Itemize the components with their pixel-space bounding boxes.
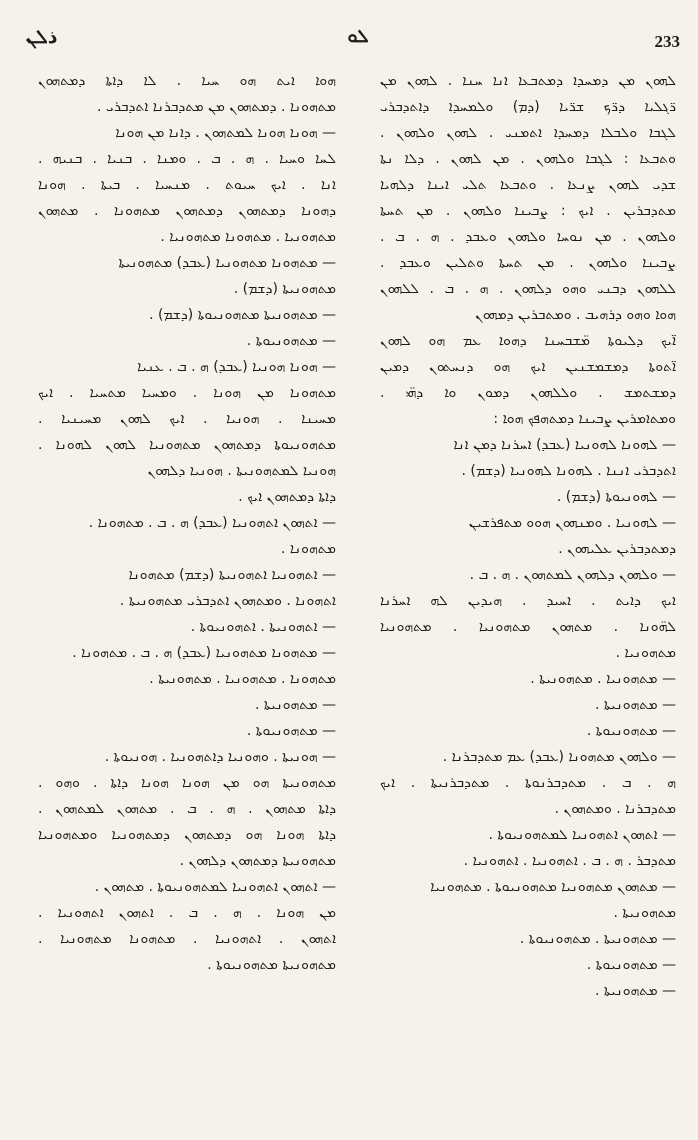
- text-line: — ܡܬܗܘܢܝܘܬܐ .: [246, 333, 336, 349]
- text-line: ܡܬܗܘܢܝܬܐ (ܕܫܡ) .: [233, 281, 336, 297]
- text-line: — ܘܠܗܘܢ ܕܠܗܘܢ ܠܡܬܗܘܢ . ܗ . ܒ .: [469, 567, 676, 583]
- text-line: ܡܬܕܒܪܢܐ . ܘܡܬܗܘܢ .: [554, 801, 676, 817]
- text-line: — ܗܘܢܐ ܗܘܢܝܐ (ܥܒܕ) ܗ . ܒ . ܥܢܝܐ: [137, 359, 336, 375]
- text-line: ܕܡܬܕܒܪܝܢ ܥܠܝܗܘܢ .: [558, 541, 676, 557]
- text-line: ܫܕܝ ܠܗܘܢ ܨܢܥܐ . ܘܬܒܥܐ ܬܠܝ ܐܝܢܐ ܕܠܗܝܐ: [380, 177, 676, 193]
- text-line: ܕܐܬܐ ܗܘܢܐ ܗܘ ܕܡܬܗܘܢ ܕܡܬܗܘܢܝܐ ܘܡܬܗܘܢܝܐ: [38, 827, 336, 843]
- text-line: ܐܬܕܒܪܝ ܐܢܢܐ . ܠܗܘܢܐ ܠܗܘܢܝܐ (ܕܫܡ) .: [461, 463, 676, 479]
- text-line: ܗܘܐ ܘܗܘ ܕܪܗܝܒ . ܘܡܬܒܪܝܢ ܕܡܗܘܢ: [475, 307, 676, 323]
- text-line: ܐܬܗܘܢܐ . ܘܡܬܗܘܢ ܐܬܕܒܪܝ ܡܬܗܘܢܝܬܐ .: [119, 593, 336, 609]
- text-line: ܡܚܝܢܐ . ܗܘܢܝܐ . ܐܝܟ ܠܗܘܢ ܡܚܝܢܝܐ .: [38, 411, 336, 427]
- text-line: ܡܬܗܘܢܐ ܡܢ ܗܘܢܐ . ܘܡܚܝܐ ܡܬܚܝܐ . ܐܝܟ: [38, 385, 336, 401]
- text-line: ܡܬܗܘܢܝܘܬܐ ܕܡܬܗܘܢ ܡܬܗܘܢܝܐ ܠܗܘܢ ܠܗܘܢܐ .: [38, 437, 336, 453]
- text-line: — ܗܘܢܝܬܐ . ܘܗܘܢܝܐ ܕܐܬܗܘܢܝܐ . ܗܘܢܝܘܬܐ .: [104, 749, 336, 765]
- text-line: ܡܬܗܘܢܐ . ܡܬܗܘܢܝܐ . ܡܬܗܘܢܝܬܐ .: [149, 671, 336, 687]
- text-line: ܐܬܗܘܢ . ܐܬܗܘܢܝܐ . ܡܬܗܘܢܐ ܡܬܗܘܢܝܐ .: [38, 931, 336, 947]
- right-text-column: [380, 68, 676, 1004]
- text-line: — ܡܬܗܘܢܝܘܬܐ .: [246, 723, 336, 739]
- text-line: — ܡܬܗܘܢܝܐ . ܡܬܗܘܢܝܬܐ .: [530, 671, 676, 687]
- text-line: — ܡܬܗܘܢܝܘܬܐ .: [586, 957, 676, 973]
- text-line: — ܡܬܗܘܢܝܬܐ .: [595, 983, 676, 999]
- text-line: ܕܐܬܐ ܡܬܗܘܢ . ܗ . ܒ . ܡܬܗܘܢ ܠܡܬܗܘܢ .: [38, 801, 336, 817]
- page-number: 233: [654, 32, 680, 51]
- text-line: — ܡܬܗܘܢܝܬܐ .: [255, 697, 336, 713]
- text-line: — ܗܘܢܐ ܗܘܢܐ ܠܡܬܗܘܢ . ܕܐܢܐ ܡܢ ܗܘܢܐ: [115, 125, 336, 141]
- text-line: — ܐܬܗܘܢ ܐܬܗܘܢܝܐ (ܥܒܕ) ܗ . ܒ . ܡܬܗܘܢܐ .: [88, 515, 336, 531]
- text-line: — ܐܬܗܘܢ ܐܬܗܘܢܝܐ ܠܡܬܗܘܢܝܘܬܐ .: [488, 827, 676, 843]
- text-line: ܡܬܗܘܢܝܬܐ ܕܡܬܗܘܢ ܕܠܗܘܢ .: [179, 853, 336, 869]
- text-line: ܠܗ̈ܘܢܐ . ܡܬܗܘܢ ܡܬܗܘܢܝܐ . ܡܬܗܘܢܝܐ: [380, 619, 676, 635]
- text-line: ܕܐܬܐ ܕܡܬܗܘܢ ܐܝܟ .: [238, 489, 336, 505]
- running-head-center: ܠܘ: [347, 26, 369, 47]
- text-line: — ܘܠܗܘܢ ܡܬܗܘܢܐ (ܥܒܕ) ܥܡ ܡܬܕܒܪܢܐ .: [442, 749, 676, 765]
- text-line: — ܡܬܗܘܢ ܡܬܗܘܢܝܐ ܡܬܗܘܢܝܘܬܐ . ܡܬܗܘܢܝܐ: [430, 879, 676, 895]
- page-header: [0, 0, 698, 62]
- text-line: ܠܓܒܐ ܘܠܒܠܐ ܕܡܚܕܐ ܐܬܡܢܝ . ܠܗܘܢ ܘܠܗܘܢ .: [380, 125, 676, 141]
- text-line: ܡܬܗܘܢܐ .: [281, 541, 336, 557]
- text-line: — ܠܗܘܢܐ ܠܗܘܢܝܐ (ܥܒܕ) ܐܚܪܢܐ ܕܡܢ ܐܢܐ: [453, 437, 676, 453]
- text-line: ܐ̈ܬܘܬܐ ܕܡܫܡܫܢܝܢ ܐܝܟ ܗܘ ܕܢܚܬܘܢ ܕܡܝܢ: [380, 359, 676, 375]
- text-line: ܡܬܗܘܢܝܬܐ .: [613, 905, 676, 921]
- text-line: ܡܢ ܗܘܢܐ . ܗ . ܒ . ܐܬܗܘܢ ܐܬܗܘܢܝܐ .: [38, 905, 336, 921]
- left-text-column: [38, 68, 336, 978]
- text-line: ܡܬܕܒܪܝܢ . ܐܝܟ : ܨܒܝܢܐ ܘܠܗܘܢ . ܡܢ ܬܚܬܐ: [380, 203, 676, 219]
- text-line: ܡܬܗܘܢܐ . ܕܡܬܗܘܢ ܡܢ ܡܬܕܒܪܢܐ ܐܬܕܒܪܝ .: [97, 99, 336, 115]
- text-line: — ܐܬܗܘܢ ܐܬܗܘܢܝܐ ܠܡܬܗܘܢܝܘܬܐ . ܡܬܗܘܢ .: [94, 879, 336, 895]
- text-line: — ܡܬܗܘܢܝܬܐ .: [595, 697, 676, 713]
- text-line: ܕܗܘܢܐ ܕܡܬܗܘܢ ܕܡܬܗܘܢ ܡܬܗܘܢܐ . ܡܬܗܘܢ: [38, 203, 336, 219]
- text-line: ܠܗܘܢ ܡܢ ܕܡܚܕܐ ܕܡܬܒܥܐ ܐܢܐ ܚܢܐ . ܠܗܘܢ ܡܢ: [380, 73, 676, 89]
- text-line: ܨܒܝܢܐ ܘܠܗܘܢ . ܡܢ ܬܚܬܐ ܘܬܠܝܢ ܘܥܒܕ .: [380, 255, 676, 271]
- text-line: — ܠܗܘܢܝܐ . ܘܡܢܗܘܢ ܗܘܘ ܡܬܦܪܫܝܢ: [468, 515, 676, 531]
- text-line: ܐܝܟ ܕܐܝܬ . ܐܚܝܕ . ܗܝܕܝܢ ܠܗ ܐܚܪܢܐ: [380, 593, 676, 609]
- text-line: — ܐܬܗܘܢܝܬܐ . ܐܬܗܘܢܝܘܬܐ .: [190, 619, 336, 635]
- text-line: — ܐܬܗܘܢܝܐ ܐܬܗܘܢܝܬܐ (ܕܫܡ) ܡܬܗܘܢܐ: [128, 567, 336, 583]
- text-line: ܡܬܗܘܢܝܬܐ ܡܬܗܘܢܝܘܬܐ .: [207, 957, 336, 973]
- text-line: ܡܬܗܘܢܝܐ . ܡܬܗܘܢܐ ܡܬܗܘܢܝܐ .: [160, 229, 336, 245]
- text-line: — ܡܬܗܘܢܐ ܡܬܗܘܢܝܐ (ܥܒܕ) ܡܬܗܘܢܝܬܐ: [118, 255, 336, 271]
- text-line: ܘܬܒܥܐ : ܠܓܒܐ ܘܠܗܘܢ . ܡܢ ܠܗܘܢ . ܕܠܐ ܢܬܐ: [380, 151, 676, 167]
- text-line: ܐܢܐ . ܐܝܟ ܚܝܘܬ . ܡܢܚܝܐ . ܒܝܬܐ . ܗܘܢܐ: [38, 177, 336, 193]
- text-line: — ܡܬܗܘܢܝܘܬܐ .: [586, 723, 676, 739]
- text-line: ܕܡܫܬܡܫ . ܘܠܠܗܘܢ ܕܡܘܢ ܘܐ ܕܗ̈ܝ .: [380, 385, 676, 401]
- text-line: ܠܚܐ ܘܚܝܐ . ܗ . ܒ . ܘܡܢܐ . ܒܢܝܐ . ܒܢܝܗ .: [38, 151, 336, 167]
- text-line: ܗ . ܒ . ܡܬܕܒܪܢܘܬܐ . ܡܬܕܒܪܢܝܬܐ . ܐܝܟ: [380, 775, 676, 791]
- text-line: ܪ̈ܓܠܝܐ ܕܪ̈ܟ ܫܪ̈ܝܐ (ܕܡ) ܘܠܡܚܕܐ ܕܐܬܕܒܪܝ: [380, 99, 676, 115]
- text-line: — ܠܗܘܢܝܘܬܐ (ܕܫܡ) .: [556, 489, 676, 505]
- text-line: ܡܬܕܒܪ . ܗ . ܒ . ܐܬܗܘܢܝܐ . ܐܬܗܘܢܝܐ .: [463, 853, 676, 869]
- text-line: ܗܘܢܝܐ ܠܡܬܗܘܢܝܬܐ . ܗܘܢܝܐ ܕܠܗܘܢ: [147, 463, 336, 479]
- text-line: — ܡܬܗܘܢܝܬܐ ܡܬܗܘܢܝܘܬܐ (ܕܫܡ) .: [149, 307, 336, 323]
- text-line: ܐ̈ܝܟ ܕܠܝܘܬܐ ܡ̈ܫܒܚܢܐ ܕܗܘܐ ܥܡ ܗܘ ܠܗܘܢ: [380, 333, 676, 349]
- text-line: ܘܡܬܐܡܪܝܢ ܨܒܝܢܐ ܕܡܬܗܦܟ ܗܘܐ :: [493, 411, 676, 427]
- text-line: ܗܘܐ ܐܝܬ ܗܘ ܚܝܐ . ܠܐ ܕܐܬܐ ܕܡܬܗܘܢ: [38, 73, 336, 89]
- text-line: — ܡܬܗܘܢܐ ܡܬܗܘܢܝܐ (ܥܒܕ) ܗ . ܒ . ܡܬܗܘܢܐ .: [72, 645, 336, 661]
- text-line: ܘܠܗܘܢ . ܡܢ ܢܘܚܐ ܘܠܗܘܢ ܘܥܒܕ . ܗ . ܒ .: [380, 229, 676, 245]
- text-line: ܠܠܗܘܢ ܕܒܢܝ ܘܗܘ ܕܠܗܘܢ . ܗ . ܒ . ܠܠܗܘܢ: [380, 281, 676, 297]
- text-line: — ܡܬܗܘܢܝܬܐ . ܡܬܗܘܢܝܘܬܐ .: [519, 931, 676, 947]
- text-line: ܡܬܗܘܢܝܬܐ ܗܘ ܡܢ ܗܘܢܐ ܗܘܢܐ ܕܐܬܐ . ܘܗܘ .: [38, 775, 336, 791]
- running-head-left: ذܠܢ: [26, 26, 58, 48]
- text-line: ܡܬܗܘܢܝܐ .: [615, 645, 676, 661]
